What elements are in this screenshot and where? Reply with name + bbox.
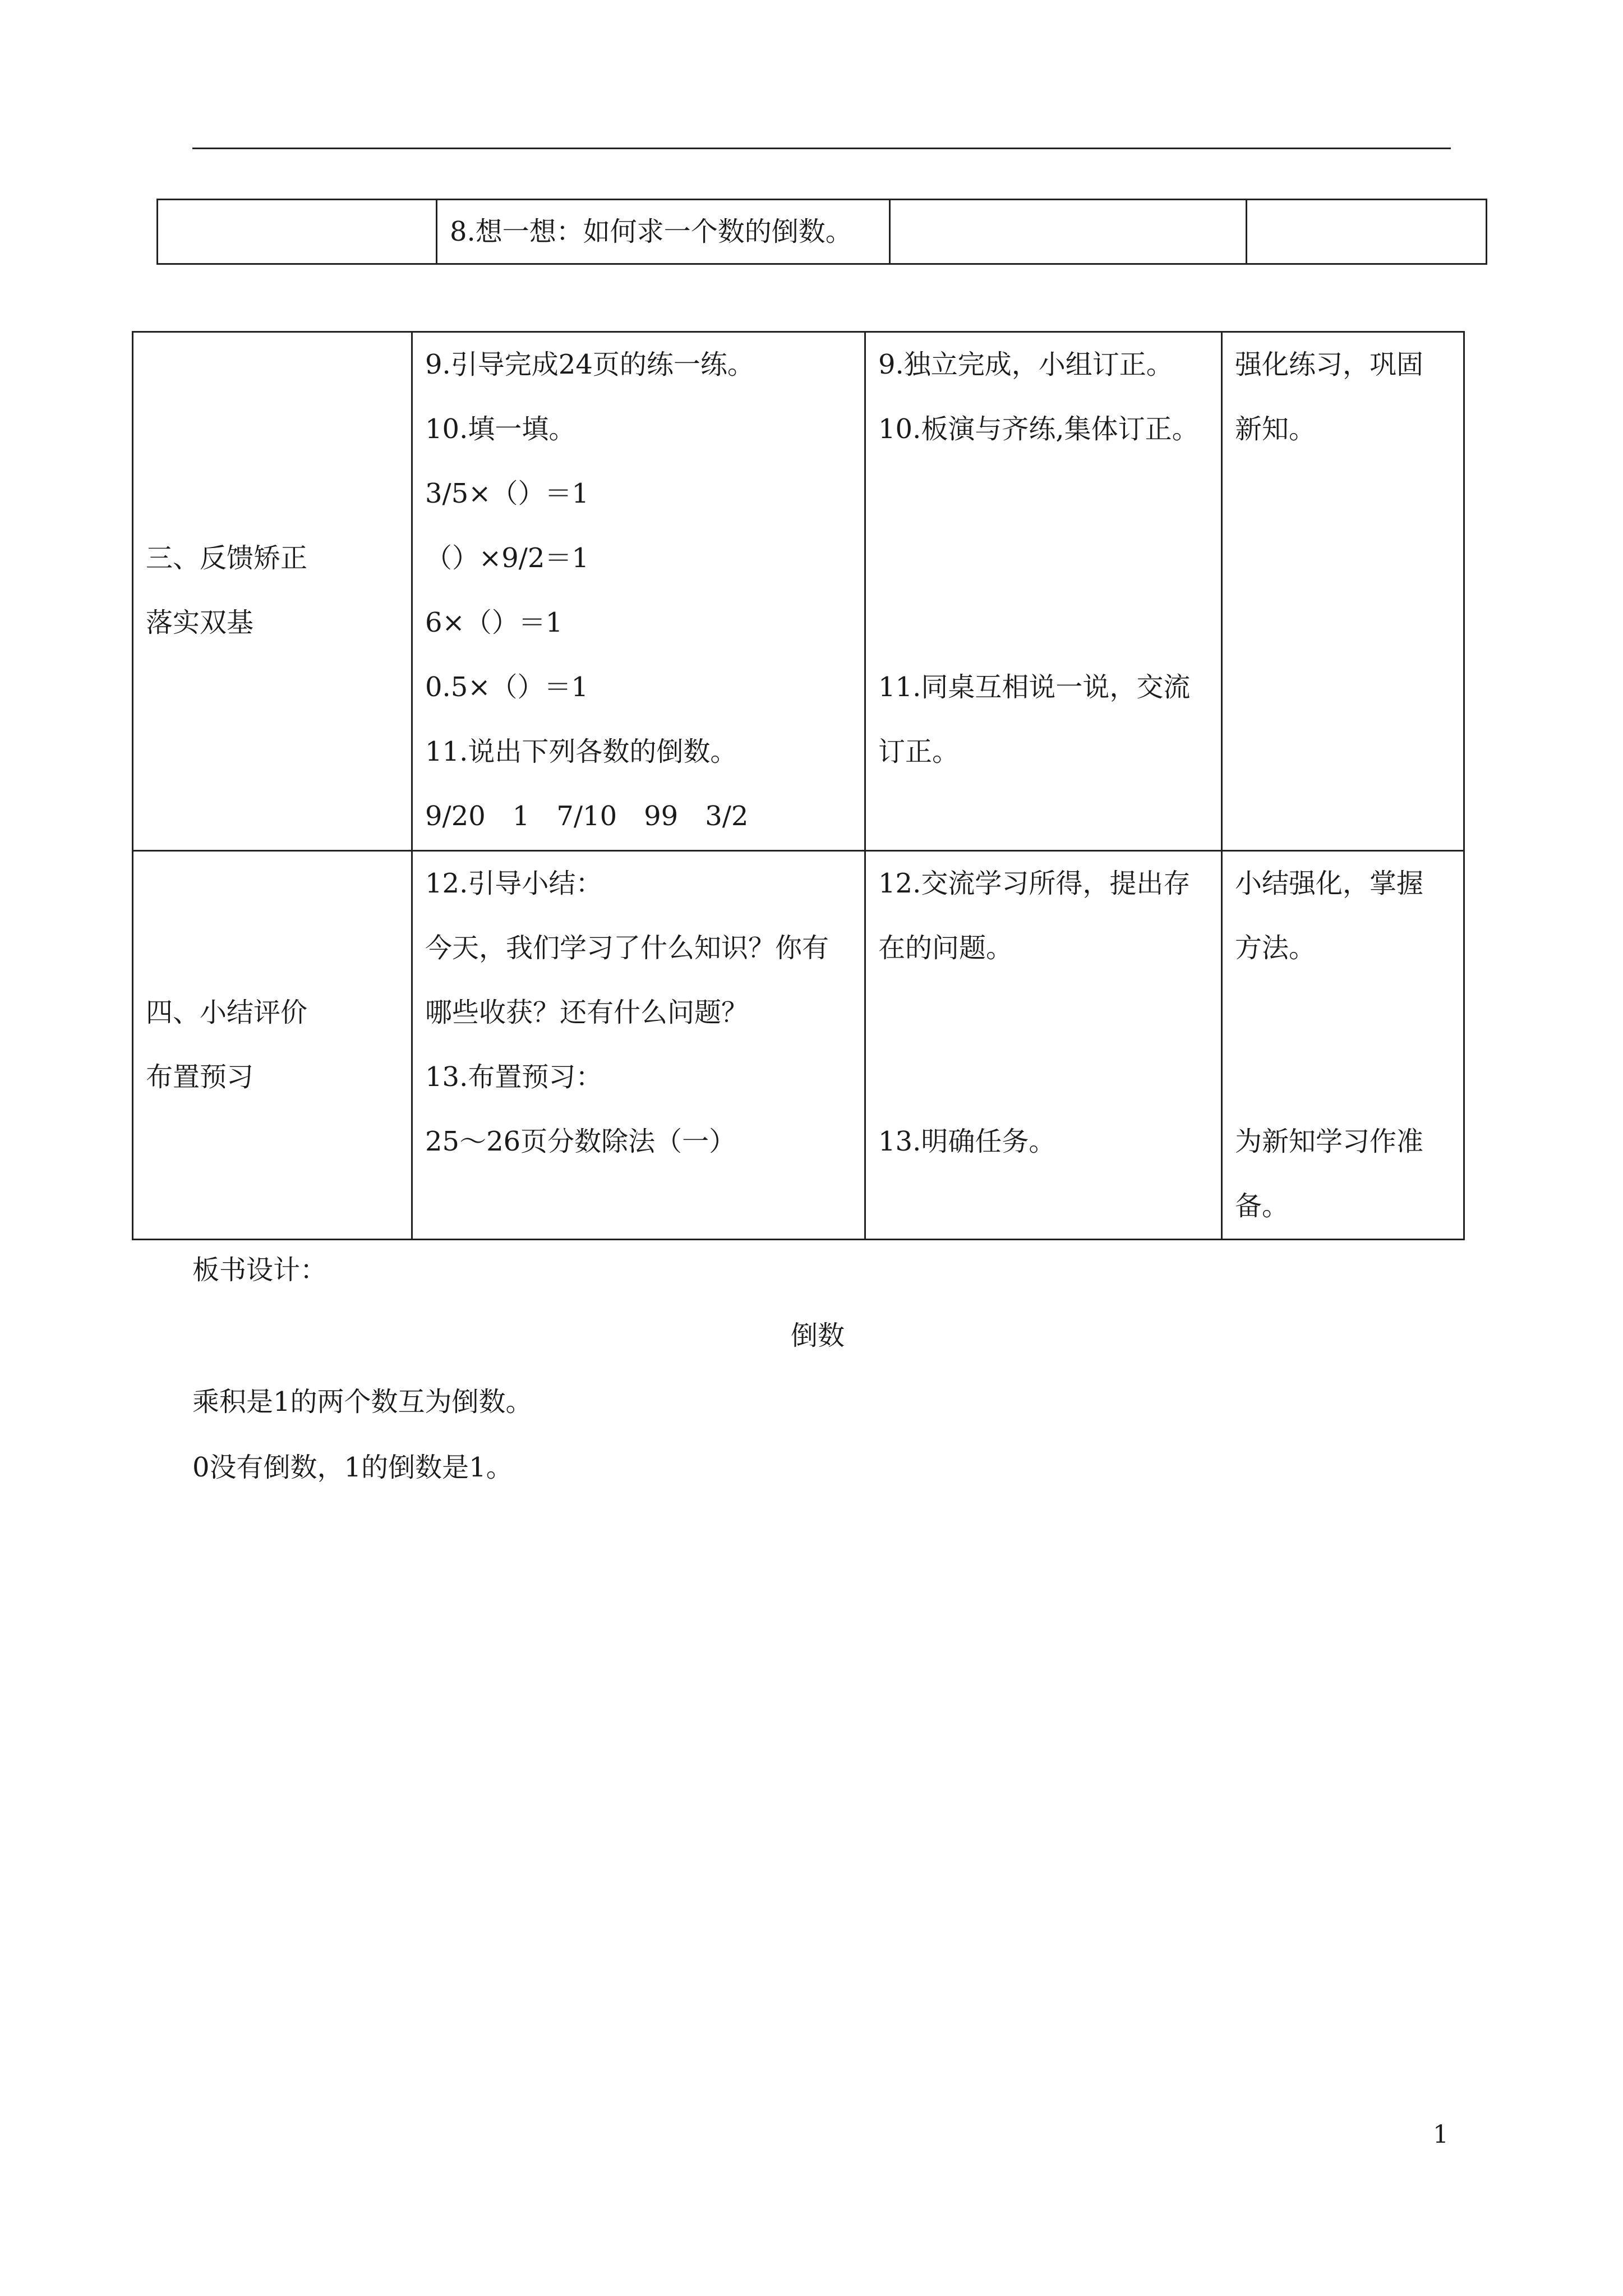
board-design-label: 板书设计： — [192, 1254, 328, 1286]
page-number: 1 — [1433, 2120, 1449, 2149]
table-row — [133, 851, 1464, 1240]
board-line: 0没有倒数，1的倒数是1。 — [192, 1452, 513, 1483]
table-row — [158, 200, 1487, 264]
board-title: 倒数 — [791, 1320, 845, 1351]
table-cell: 8.想一想：如何求一个数的倒数。 — [437, 200, 890, 264]
stage-cell: 三、反馈矫正 落实双基 — [133, 332, 412, 851]
lesson-table-continued — [156, 199, 1487, 265]
board-line: 乘积是1的两个数互为倒数。 — [192, 1386, 533, 1418]
design-intent-cell: 小结强化，掌握 方法。 为新知学习作准 备。 — [1222, 851, 1464, 1240]
teacher-activity-cell: 9.引导完成24页的练一练。 10.填一填。 3/5×（）＝1 （）×9/2＝1 6×（）＝1 0.5×（）＝1 11.说出下列各数的倒数。 9/20 1 7/10 99 3/2 — [412, 332, 865, 851]
student-activity-cell: 12.交流学习所得，提出存 在的问题。 13.明确任务。 — [865, 851, 1222, 1240]
teacher-activity-cell: 12.引导小结： 今天，我们学习了什么知识？你有 哪些收获？还有什么问题？ 13.布置预习： 25～26页分数除法（一） — [412, 851, 865, 1240]
design-intent-cell: 强化练习，巩固 新知。 — [1222, 332, 1464, 851]
lesson-table — [132, 331, 1465, 1240]
table-cell — [1247, 200, 1487, 264]
table-cell — [158, 200, 437, 264]
header-rule — [192, 148, 1451, 149]
table-cell — [890, 200, 1247, 264]
table-row — [133, 332, 1464, 851]
stage-cell: 四、小结评价 布置预习 — [133, 851, 412, 1240]
student-activity-cell: 9.独立完成，小组订正。 10.板演与齐练,集体订正。 11.同桌互相说一说，交流 订正。 — [865, 332, 1222, 851]
